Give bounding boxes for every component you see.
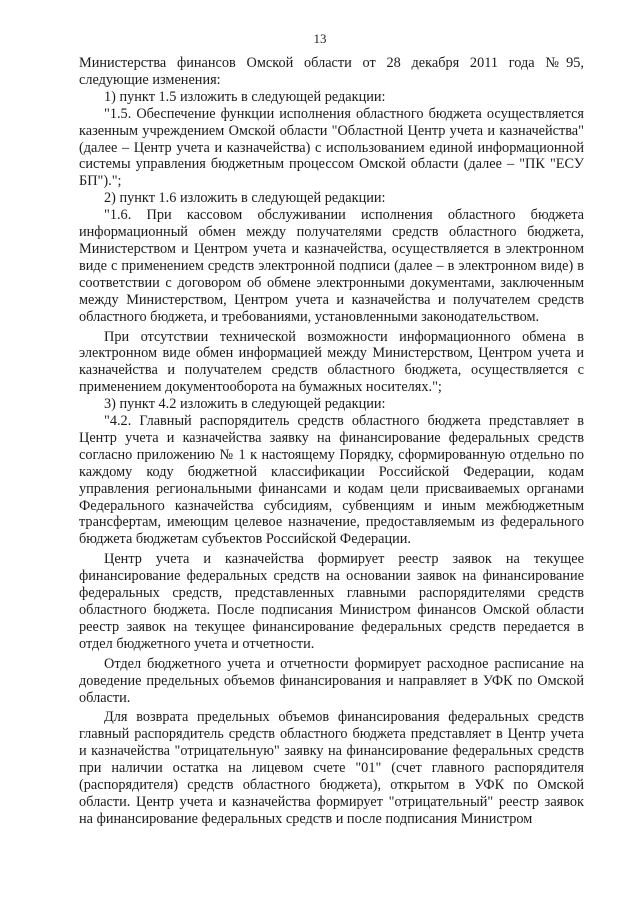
document-body xyxy=(79,55,584,828)
paragraph-clause-1-5: "1.5. Обеспечение функции исполнения областного бюджета осуществляется казенным учреждением Омской области "Областной Центр учета и казначейства" (далее – Центр учета и казначейства) с использованием единой информационной системы управления бюджетным процессом Омской области (далее – "ПК "ЕСУ БП")."; xyxy=(79,105,584,190)
paragraph-item-3-heading: 3) пункт 4.2 изложить в следующей редакции: xyxy=(104,396,386,413)
paragraph-item-1-heading: 1) пункт 1.5 изложить в следующей редакции: xyxy=(104,88,386,105)
paragraph-return-limits: Для возврата предельных объемов финансирования федеральных средств главный распорядитель средств областного бюджета представляет в Центр учета и казначейства "отрицательную" заявку на финансирование федеральных средств при наличии остатка на лицевом счете "01" (счет главного распорядителя (распорядителя) средств областного бюджета), открытом в УФК по Омской области. Центр учета и казначейства формирует "отрицательный" реестр заявок на финансирование федеральных средств и после подписания Министром xyxy=(79,709,584,827)
paragraph-clause-4-2: "4.2. Главный распорядитель средств областного бюджета представляет в Центр учета и казначейства заявку на финансирование федеральных средств согласно приложению № 1 к настоящему Порядку, сформированную отдельно по каждому коду бюджетной классификации Российской Федерации, кодам управления региональными финансами и кодам цели присваиваемых органами Федерального казначейства субсидиям, субвенциям и иным межбюджетным трансфертам, имеющим целевое назначение, предоставляемым из федерального бюджета бюджетам субъектов Российской Федерации. xyxy=(79,413,584,548)
paragraph-accounting-dept: Отдел бюджетного учета и отчетности формирует расходное расписание на доведение предельных объемов финансирования и направляет в УФК по Омской области. xyxy=(79,655,584,706)
paragraph-registry: Центр учета и казначейства формирует реестр заявок на текущее финансирование федеральных средств на основании заявок на финансирование федеральных средств, представленных главными распорядителями средств областного бюджета. После подписания Министром финансов Омской области реестр заявок на текущее финансирование федеральных средств передается в отдел бюджетного учета и отчетности. xyxy=(79,551,584,652)
paragraph-clause-1-6: "1.6. При кассовом обслуживании исполнения областного бюджета информационный обмен между получателями средств областного бюджета, Министерством и Центром учета и казначейства, осуществляется в электронном виде с применением средств электронной подписи (далее – в электронном виде) в соответствии с договором об обмене электронными документами, заключенным между Министерством, Центром учета и казначейства и получателем средств областного бюджета, и требованиями, установленными законодательством. xyxy=(79,207,584,325)
paragraph-clause-1-6-continued: При отсутствии технической возможности информационного обмена в электронном виде обмен информацией между Министерством, Центром учета и казначейства и получателем средств областного бюджета, осуществляется с применением документооборота на бумажных носителях."; xyxy=(79,328,584,396)
page-number: 13 xyxy=(313,31,327,46)
paragraph-item-2-heading: 2) пункт 1.6 изложить в следующей редакции: xyxy=(104,190,386,207)
paragraph-intro: Министерства финансов Омской области от 28 декабря 2011 года №95, следующие изменения: xyxy=(79,55,584,88)
